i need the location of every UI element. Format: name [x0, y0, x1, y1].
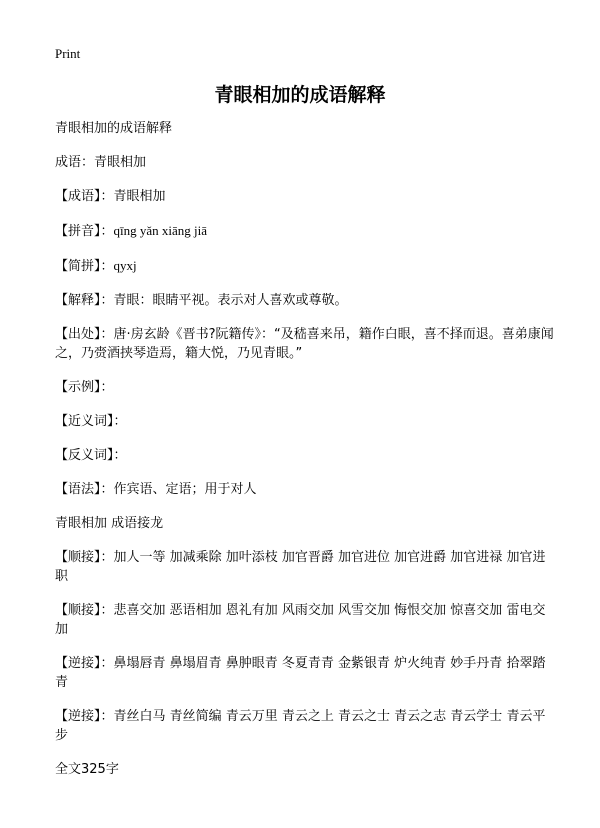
entry-pinyin: [55, 221, 555, 241]
word-count: 全文325字: [55, 762, 119, 777]
entry-value: qīng yǎn xiāng jiā: [113, 223, 208, 238]
jielong-row: [55, 601, 555, 639]
entry-label: 【语法】：: [55, 482, 114, 497]
entry-value: 作宾语、定语；用于对人: [113, 482, 257, 497]
jielong-label: 【顺接】：: [55, 550, 114, 565]
jielong-label: 【顺接】：: [55, 603, 114, 618]
entry-label: 【拼音】：: [55, 224, 114, 239]
entry-label: 【出处】：: [55, 327, 114, 342]
document-body: [55, 119, 555, 794]
print-link[interactable]: Print: [55, 46, 81, 61]
entry-value: 青眼相加: [113, 189, 166, 204]
entry-yufa: [55, 480, 555, 499]
idiom-line: 成语：青眼相加: [55, 155, 147, 170]
entry-fanyi: [55, 446, 555, 465]
jielong-value: 青丝白马 青丝简编 青云万里 青云之上 青云之士 青云之志 青云学士 青云平步: [55, 709, 546, 743]
jielong-label: 【逆接】：: [55, 709, 114, 724]
entry-label: 【示例】：: [55, 380, 114, 395]
entry-chuchu: [55, 325, 555, 363]
page-title: 青眼相加的成语解释: [214, 84, 386, 106]
entry-label: 【简拼】：: [55, 259, 114, 274]
entry-jieshi: [55, 291, 555, 310]
entry-label: 【反义词】：: [55, 448, 127, 463]
jielong-value: 悲喜交加 恶语相加 恩礼有加 风雨交加 风雪交加 悔恨交加 惊喜交加 雷电交加: [55, 603, 546, 637]
jielong-label: 【逆接】：: [55, 656, 114, 671]
jielong-value: 鼻塌唇青 鼻塌眉青 鼻肿眼青 冬夏青青 金紫银青 炉火纯青 妙手丹青 拾翠踏青: [55, 656, 546, 690]
entry-jinyi: [55, 412, 555, 431]
jielong-heading: 青眼相加 成语接龙: [55, 516, 164, 531]
entry-value: qyxj: [113, 258, 137, 273]
entry-chengyu: [55, 187, 555, 206]
entry-value: 唐·房玄龄《晋书?阮籍传》：“及嵇喜来吊，籍作白眼，喜不择而退。喜弟康闻之，乃赍酒挟琴造焉，籍大悦，乃见青眼。”: [55, 327, 554, 361]
jielong-value: 加人一等 加减乘除 加叶添枝 加官晋爵 加官进位 加官进爵 加官进禄 加官进职: [55, 550, 546, 584]
jielong-row: [55, 548, 555, 586]
entry-label: 【解释】：: [55, 293, 114, 308]
entry-label: 【成语】：: [55, 189, 114, 204]
entry-jianpin: [55, 256, 555, 276]
section-heading: 青眼相加的成语解释: [55, 121, 173, 136]
entry-shili: [55, 378, 555, 397]
entry-label: 【近义词】：: [55, 414, 127, 429]
jielong-row: [55, 707, 555, 745]
entry-value: 青眼：眼睛平视。表示对人喜欢或尊敬。: [113, 293, 348, 308]
jielong-row: [55, 654, 555, 692]
